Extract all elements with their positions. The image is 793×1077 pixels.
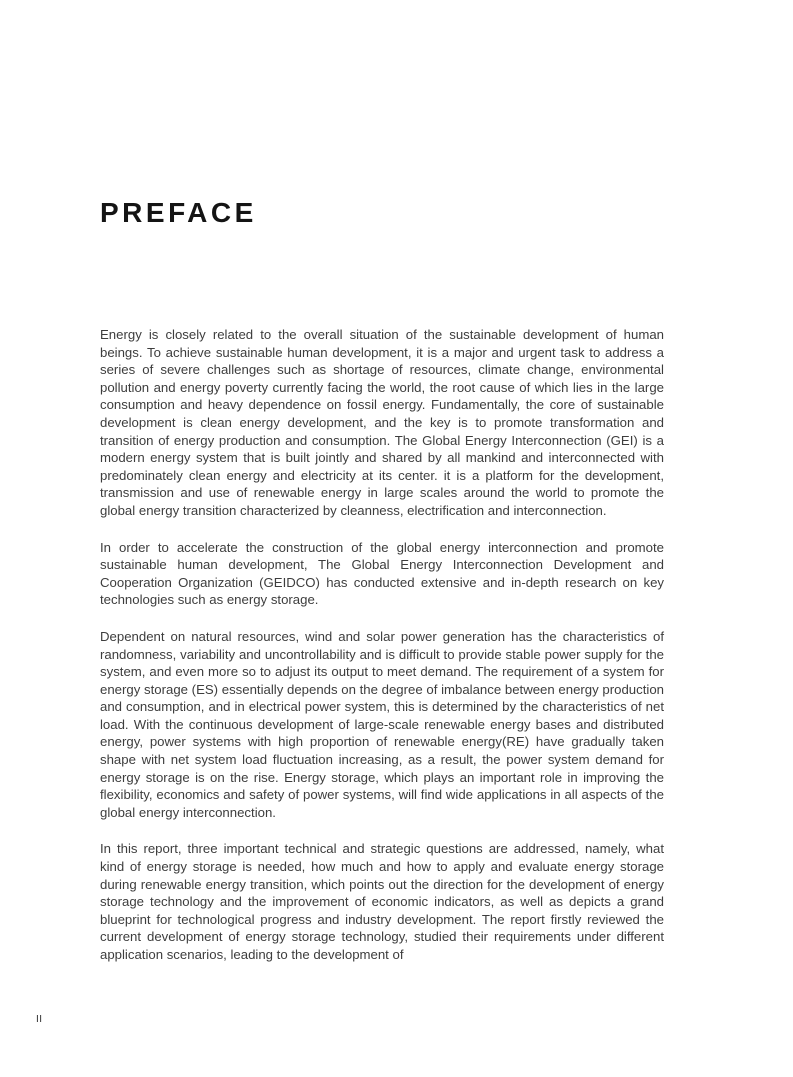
preface-paragraph-1: Energy is closely related to the overall situation of the sustainable development of human beings. To achieve sustainable human development, it is a major and urgent task to address a series of severe challenges such as shortage of resources, climate change, environmental pollution and energy poverty currently facing the world, the root cause of which lies in the large consumption and heavy dependence on fossil energy. Fundamentally, the core of sustainable development is clean energy development, and the key is to promote transformation and transition of energy production and consumption. The Global Energy Interconnection (GEI) is a modern energy system that is built jointly and shared by all mankind and interconnected with predominately clean energy and electricity at its center. it is a platform for the development, transmission and use of renewable energy in large scales around the world to promote the global energy transition characterized by cleanness, electrification and interconnection. [100,327,664,518]
preface-paragraph-2: In order to accelerate the construction of the global energy interconnection and promote sustainable human development, The Global Energy Interconnection Development and Cooperation Organization (GEIDCO) has conducted extensive and in-depth research on key technologies such as energy storage. [100,539,664,608]
page-title: PREFACE [100,197,257,228]
preface-paragraph-4: In this report, three important technical and strategic questions are addressed, namely, what kind of energy storage is needed, how much and how to apply and evaluate energy storage during renewable energy transition, which points out the direction for the development of energy storage technology and the improvement of economic indicators, as well as depicts a grand blueprint for technological progress and industry development. The report firstly reviewed the current development of energy storage technology, studied their requirements under different application scenarios, leading to the development of [100,841,664,962]
preface-body [100,326,664,983]
preface-paragraph-3: Dependent on natural resources, wind and solar power generation has the characteristics of randomness, variability and uncontrollability and is difficult to provide stable power supply for the system, and even more so to adjust its output to meet demand. The requirement of a system for energy storage (ES) essentially depends on the degree of imbalance between energy production and consumption, and in electrical power system, this is determined by the characteristics of net load. With the continuous development of large-scale renewable energy bases and distributed energy, power systems with high proportion of renewable energy(RE) have gradually taken shape with net system load fluctuation increasing, as a result, the power system demand for energy storage is on the rise. Energy storage, which plays an important role in improving the flexibility, economics and safety of power systems, will find wide applications in all aspects of the global energy interconnection. [100,628,664,820]
page-number: II [36,1014,43,1025]
